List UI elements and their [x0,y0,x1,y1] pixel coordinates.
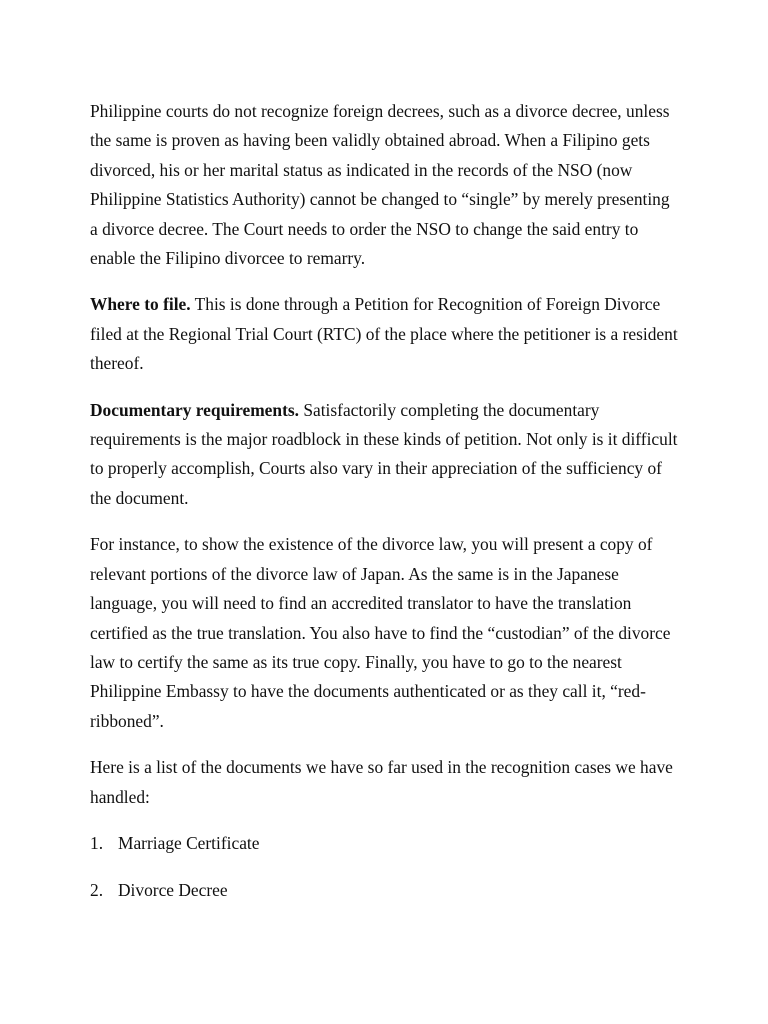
list-item-label: Marriage Certificate [118,832,260,853]
documentary-requirements-heading: Documentary requirements. [90,399,299,420]
documents-list [90,829,678,906]
documentary-requirements-text: Satisfactorily completing the documentary requirements is the major roadblock in these kinds of petition. Not only is it difficult to properly accomplish, Courts also vary in their appreciation of the sufficiency of the document. [90,399,678,508]
paragraph-list-intro: Here is a list of the documents we have so far used in the recognition cases we have handled: [90,757,673,807]
paragraph-intro: Philippine courts do not recognize foreign decrees, such as a divorce decree, unless the same is proven as having been validly obtained abroad. When a Filipino gets divorced, his or her marital status as indicated in the records of the NSO (now Philippine Statistics Authority) cannot be changed to “single” by merely presenting a divorce decree. The Court needs to order the NSO to change the said entry to enable the Filipino divorcee to remarry. [90,101,670,269]
document-body [90,97,678,924]
list-item [90,829,678,858]
list-item [90,876,678,905]
where-to-file-text: This is done through a Petition for Recognition of Foreign Divorce filed at the Regional Trial Court (RTC) of the place where the petitioner is a resident thereof. [90,294,678,374]
list-item-number: 2. [90,880,104,901]
list-item-label: Divorce Decree [118,880,228,901]
paragraph-where-to-file [90,290,678,378]
where-to-file-heading: Where to file. [90,294,191,315]
paragraph-documentary-requirements [90,396,678,514]
list-item-number: 1. [90,832,104,853]
paragraph-for-instance: For instance, to show the existence of the divorce law, you will present a copy of relevant portions of the divorce law of Japan. As the same is in the Japanese language, you will need to find an accredited translator to have the translation certified as the true translation. You also have to find the “custodian” of the divorce law to certify the same as its true copy. Finally, you have to go to the nearest Philippine Embassy to have the documents authenticated or as they call it, “red-ribboned”. [90,534,671,731]
